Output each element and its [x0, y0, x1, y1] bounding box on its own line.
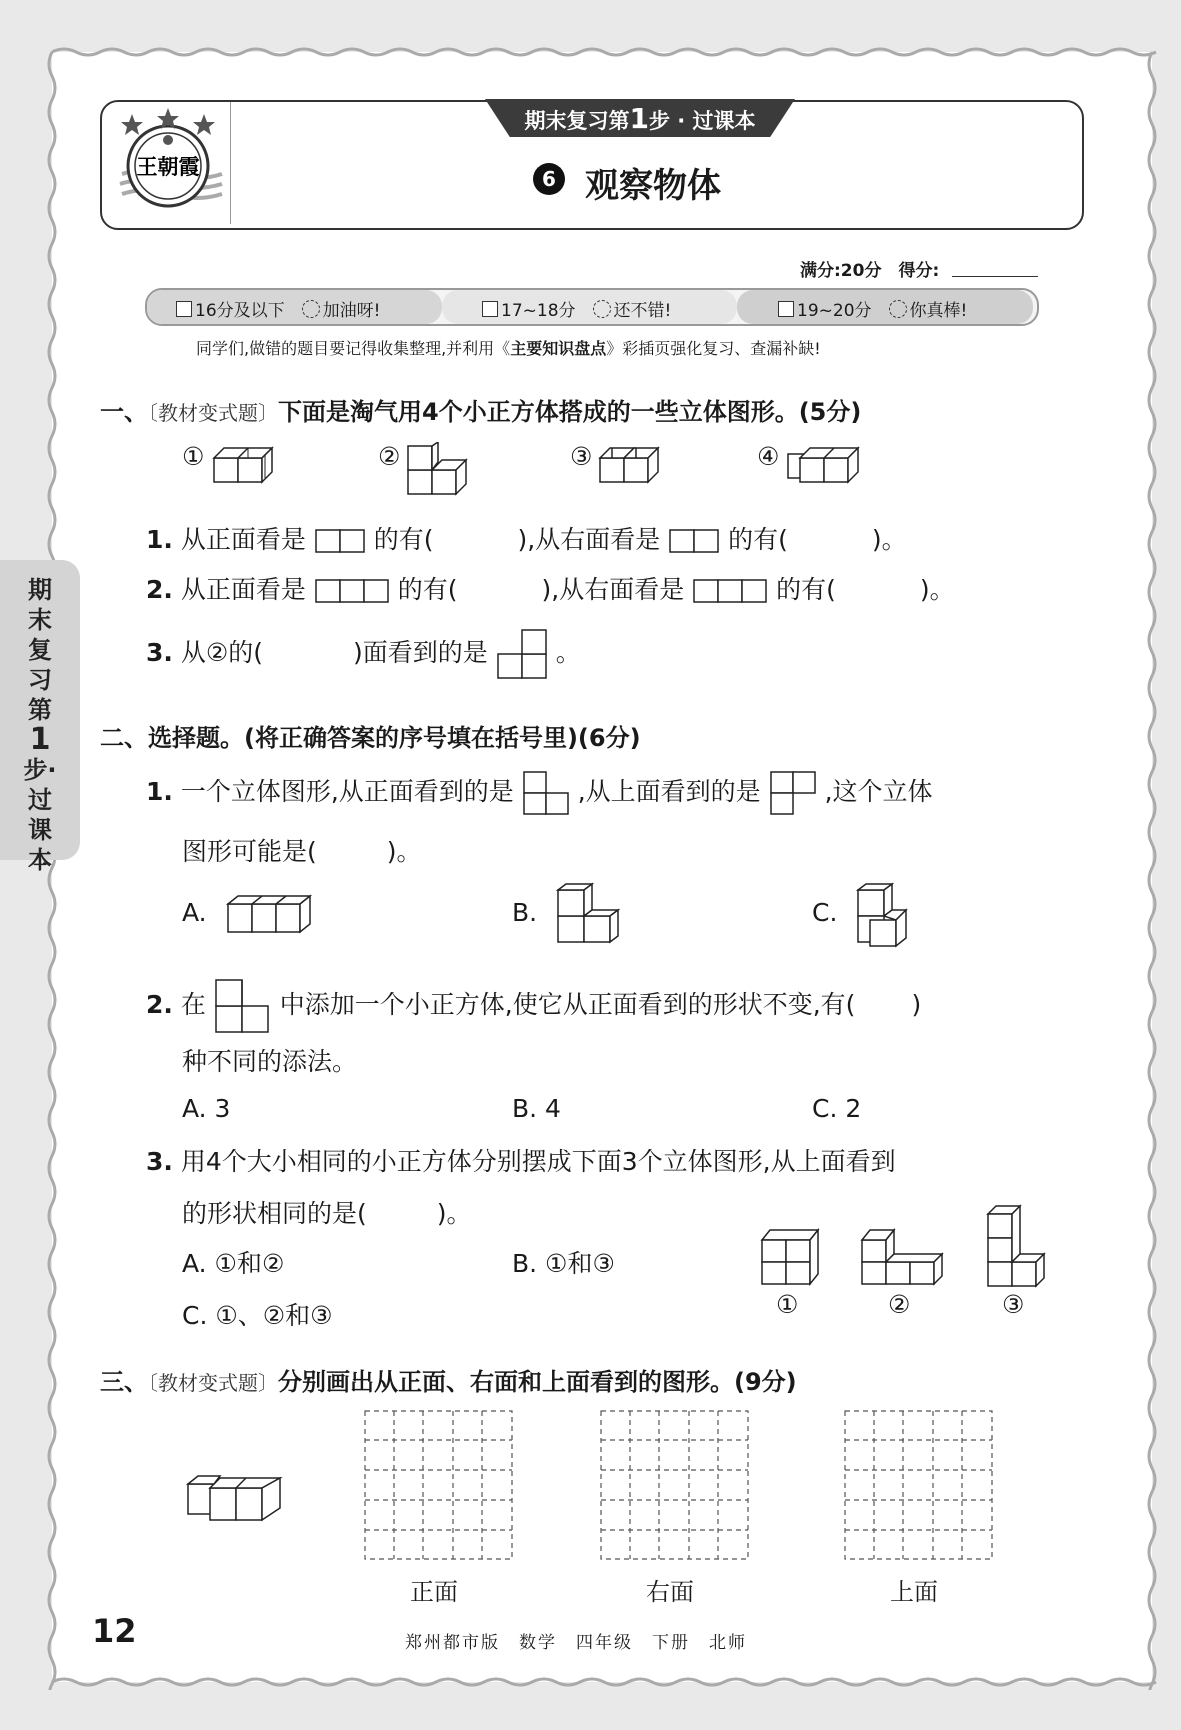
notice-text: 同学们,做错的题目要记得收集整理,并利用《主要知识盘点》彩插页强化复习、查漏补缺!	[196, 339, 821, 358]
smiley-icon	[889, 300, 907, 318]
checkbox-icon[interactable]	[482, 301, 498, 317]
s1-item2: 2. 从正面看是 的有( ),从右面看是 的有( )。	[146, 575, 955, 604]
three-square-icon	[692, 578, 768, 604]
s2-q1-line2: 图形可能是( )。	[182, 837, 422, 866]
l-shape-icon	[496, 628, 548, 680]
level-1: 16分及以下 加油呀!	[176, 296, 380, 321]
checkbox-icon[interactable]	[778, 301, 794, 317]
level-2: 17~18分 还不错!	[482, 296, 671, 321]
two-square-icon	[314, 528, 366, 554]
score-label: 满分:20分 得分:	[800, 261, 940, 281]
svg-text:王朝霞: 王朝霞	[136, 154, 200, 179]
front-view-icon	[522, 770, 570, 816]
s2-q2-line1: 2. 在 中添加一个小正方体,使它从正面看到的形状不变,有( )	[146, 978, 921, 1034]
fig-label-2: ②	[378, 442, 401, 471]
checkbox-icon[interactable]	[176, 301, 192, 317]
s2-q3-line2: 的形状相同的是( )。	[182, 1199, 472, 1228]
s1-item3: 3. 从②的( )面看到的是 。	[146, 628, 581, 680]
option-a-figure	[226, 892, 316, 936]
q3-fig-label-3: ③	[1002, 1290, 1025, 1319]
chapter-number: 6	[533, 163, 565, 195]
option-c[interactable]: C.	[812, 898, 838, 927]
header-divider	[230, 102, 231, 224]
option-b-figure	[556, 882, 624, 944]
smiley-icon	[593, 300, 611, 318]
s2-q2-line2: 种不同的添法。	[182, 1047, 358, 1076]
q2-option-a[interactable]: A. 3	[182, 1094, 231, 1123]
option-a[interactable]: A.	[182, 898, 207, 927]
s2-q3-line1: 3. 用4个大小相同的小正方体分别摆成下面3个立体图形,从上面看到	[146, 1147, 896, 1176]
section1-heading: 一、〔教材变式题〕下面是淘气用4个小正方体搭成的一些立体图形。(5分)	[100, 398, 862, 426]
smiley-icon	[302, 300, 320, 318]
side-tab-text: 期 末 复 习 第 1 步· 过 课 本	[23, 576, 57, 874]
q3-fig-label-1: ①	[776, 1290, 799, 1319]
cube-figure-1	[212, 444, 284, 486]
q2-option-b[interactable]: B. 4	[512, 1094, 561, 1123]
footer-info: 郑州都市版 数学 四年级 下册 北师	[405, 1633, 747, 1653]
page-title: 观察物体	[585, 166, 721, 206]
cube-figure-4	[786, 444, 862, 486]
q3-option-c[interactable]: C. ①、②和③	[182, 1301, 333, 1330]
section2-heading: 二、选择题。(将正确答案的序号填在括号里)(6分)	[100, 724, 641, 752]
section3-heading: 三、〔教材变式题〕分别画出从正面、右面和上面看到的图形。(9分)	[100, 1368, 797, 1396]
q3-figure-2	[860, 1228, 948, 1288]
s2-q1-line1: 1. 一个立体图形,从正面看到的是 ,从上面看到的是 ,这个立体	[146, 770, 933, 816]
option-b[interactable]: B.	[512, 898, 538, 927]
q3-figure-1	[760, 1228, 822, 1288]
cube-figure-2	[406, 442, 472, 498]
drawing-grid-front[interactable]	[364, 1410, 514, 1562]
grid-label-front: 正面	[410, 1578, 458, 1606]
q2-option-c[interactable]: C. 2	[812, 1094, 862, 1123]
drawing-grid-right[interactable]	[600, 1410, 750, 1562]
grid-label-top: 上面	[890, 1578, 938, 1606]
option-c-figure	[856, 882, 918, 948]
q3-fig-label-2: ②	[888, 1290, 911, 1319]
brand-logo	[112, 104, 224, 220]
drawing-grid-top[interactable]	[844, 1410, 994, 1562]
level-3: 19~20分 你真棒!	[778, 296, 967, 321]
score-blank[interactable]	[952, 276, 1038, 277]
grid-label-right: 右面	[646, 1578, 694, 1606]
q2-figure	[214, 978, 272, 1034]
s3-cube-figure	[186, 1472, 288, 1524]
fig-label-3: ③	[570, 442, 593, 471]
fig-label-4: ④	[757, 442, 780, 471]
banner-text: 期末复习第1步 · 过课本	[524, 102, 756, 135]
q3-option-b[interactable]: B. ①和③	[512, 1249, 615, 1278]
s1-item1: 1. 从正面看是 的有( ),从右面看是 的有( )。	[146, 525, 907, 554]
cube-figure-3	[598, 444, 660, 486]
q3-figure-3	[986, 1204, 1046, 1288]
two-square-icon	[668, 528, 720, 554]
page-number: 12	[92, 1612, 137, 1650]
q3-option-a[interactable]: A. ①和②	[182, 1249, 285, 1278]
top-view-icon	[769, 770, 817, 816]
fig-label-1: ①	[182, 442, 205, 471]
three-square-icon	[314, 578, 390, 604]
